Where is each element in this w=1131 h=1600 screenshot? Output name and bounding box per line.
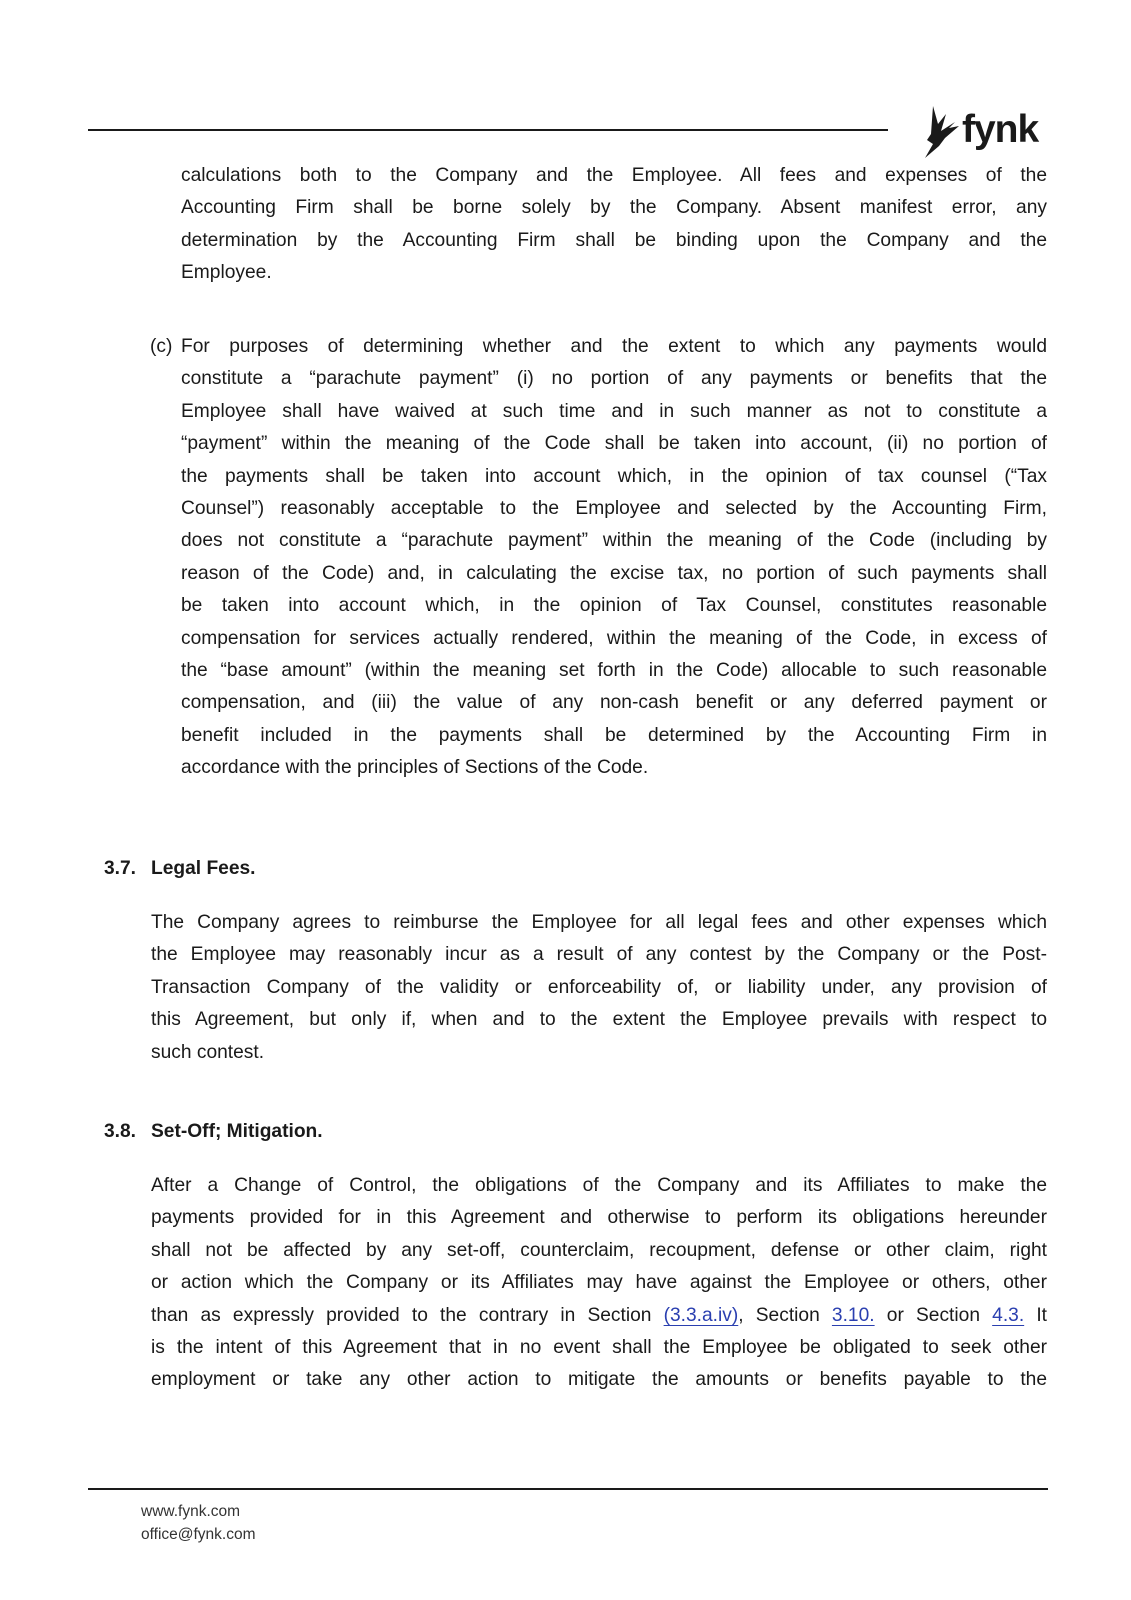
- fynk-logo: [915, 104, 1050, 160]
- text-line: shall not be affected by any set-off, counterclaim, recoupment, defense or other claim, right: [151, 1239, 1047, 1261]
- text-line: Accounting Firm shall be borne solely by the Company. Absent manifest error, any: [181, 197, 1047, 219]
- text-fragment: , Section: [738, 1304, 832, 1326]
- paragraph-item-c: [181, 331, 1047, 785]
- footer: [141, 1500, 256, 1546]
- paragraph-legal-fees: [151, 907, 1047, 1069]
- item-c-label: (c): [150, 336, 173, 357]
- section-number: 3.7.: [104, 858, 137, 879]
- section-link-4-3[interactable]: 4.3.: [992, 1304, 1025, 1326]
- section-title: Legal Fees.: [151, 858, 256, 879]
- text-line: “payment” within the meaning of the Code shall be taken into account, (ii) no portion of: [181, 433, 1047, 455]
- header-rule: [88, 129, 888, 131]
- fynk-bird-icon: [915, 104, 963, 160]
- footer-website[interactable]: www.fynk.com: [141, 1503, 241, 1520]
- footer-email[interactable]: office@fynk.com: [141, 1526, 256, 1543]
- text-line: the “base amount” (within the meaning set forth in the Code) allocable to such reasonable: [181, 660, 1047, 682]
- section-number: 3.8.: [104, 1121, 137, 1142]
- footer-rule: [88, 1488, 1048, 1490]
- text-line: Transaction Company of the validity or enforceability of, or liability under, any provision of: [151, 976, 1047, 998]
- text-line: this Agreement, but only if, when and to the extent the Employee prevails with respect to: [151, 1009, 1047, 1031]
- section-3-8-heading: [104, 1118, 323, 1146]
- brand-name: fynk: [962, 108, 1039, 151]
- section-link-3-10[interactable]: 3.10.: [831, 1304, 875, 1326]
- section-title: Set-Off; Mitigation.: [151, 1121, 323, 1142]
- text-line: employment or take any other action to mitigate the amounts or benefits payable to the: [151, 1369, 1047, 1391]
- text-fragment: than as expressly provided to the contrary in Section: [151, 1304, 664, 1326]
- paragraph-set-off: [151, 1170, 1047, 1397]
- text-line: or action which the Company or its Affiliates may have against the Employee or others, other: [151, 1272, 1047, 1294]
- text-line: For purposes of determining whether and the extent to which any payments would: [181, 336, 1047, 357]
- text-line: The Company agrees to reimburse the Employee for all legal fees and other expenses which: [151, 912, 1047, 933]
- text-line: such contest.: [151, 1041, 265, 1063]
- text-line: benefit included in the payments shall be determined by the Accounting Firm in: [181, 724, 1047, 746]
- text-line: reason of the Code) and, in calculating the excise tax, no portion of such payments shall: [181, 562, 1047, 584]
- text-line: determination by the Accounting Firm shall be binding upon the Company and the: [181, 229, 1047, 251]
- text-line: Employee.: [181, 262, 272, 284]
- text-line-with-links: [151, 1300, 1047, 1332]
- text-line: accordance with the principles of Sections of the Code.: [181, 757, 649, 779]
- section-3-7-heading: [104, 855, 256, 883]
- text-line: Counsel”) reasonably acceptable to the Employee and selected by the Accounting Firm,: [181, 498, 1047, 520]
- text-line: does not constitute a “parachute payment” within the meaning of the Code (including by: [181, 530, 1047, 552]
- text-line: compensation for services actually rendered, within the meaning of the Code, in excess of: [181, 627, 1047, 649]
- section-link-3-3-a-iv[interactable]: (3.3.a.iv): [663, 1304, 739, 1326]
- text-line: compensation, and (iii) the value of any non-cash benefit or any deferred payment or: [181, 692, 1047, 714]
- text-fragment: It: [1024, 1304, 1047, 1326]
- text-line: is the intent of this Agreement that in no event shall the Employee be obligated to seek other: [151, 1337, 1047, 1359]
- text-line: the payments shall be taken into account which, in the opinion of tax counsel (“Tax: [181, 465, 1047, 487]
- text-line: calculations both to the Company and the Employee. All fees and expenses of the: [181, 165, 1047, 186]
- text-line: constitute a “parachute payment” (i) no portion of any payments or benefits that the: [181, 368, 1047, 390]
- paragraph-accounting-firm: [181, 160, 1047, 290]
- text-line: After a Change of Control, the obligations of the Company and its Affiliates to make the: [151, 1175, 1047, 1196]
- text-fragment: or Section: [874, 1304, 993, 1326]
- text-line: be taken into account which, in the opinion of Tax Counsel, constitutes reasonable: [181, 595, 1047, 617]
- text-line: Employee shall have waived at such time and in such manner as not to constitute a: [181, 400, 1047, 422]
- text-line: payments provided for in this Agreement and otherwise to perform its obligations hereunder: [151, 1207, 1047, 1229]
- text-line: the Employee may reasonably incur as a result of any contest by the Company or the Post-: [151, 944, 1047, 966]
